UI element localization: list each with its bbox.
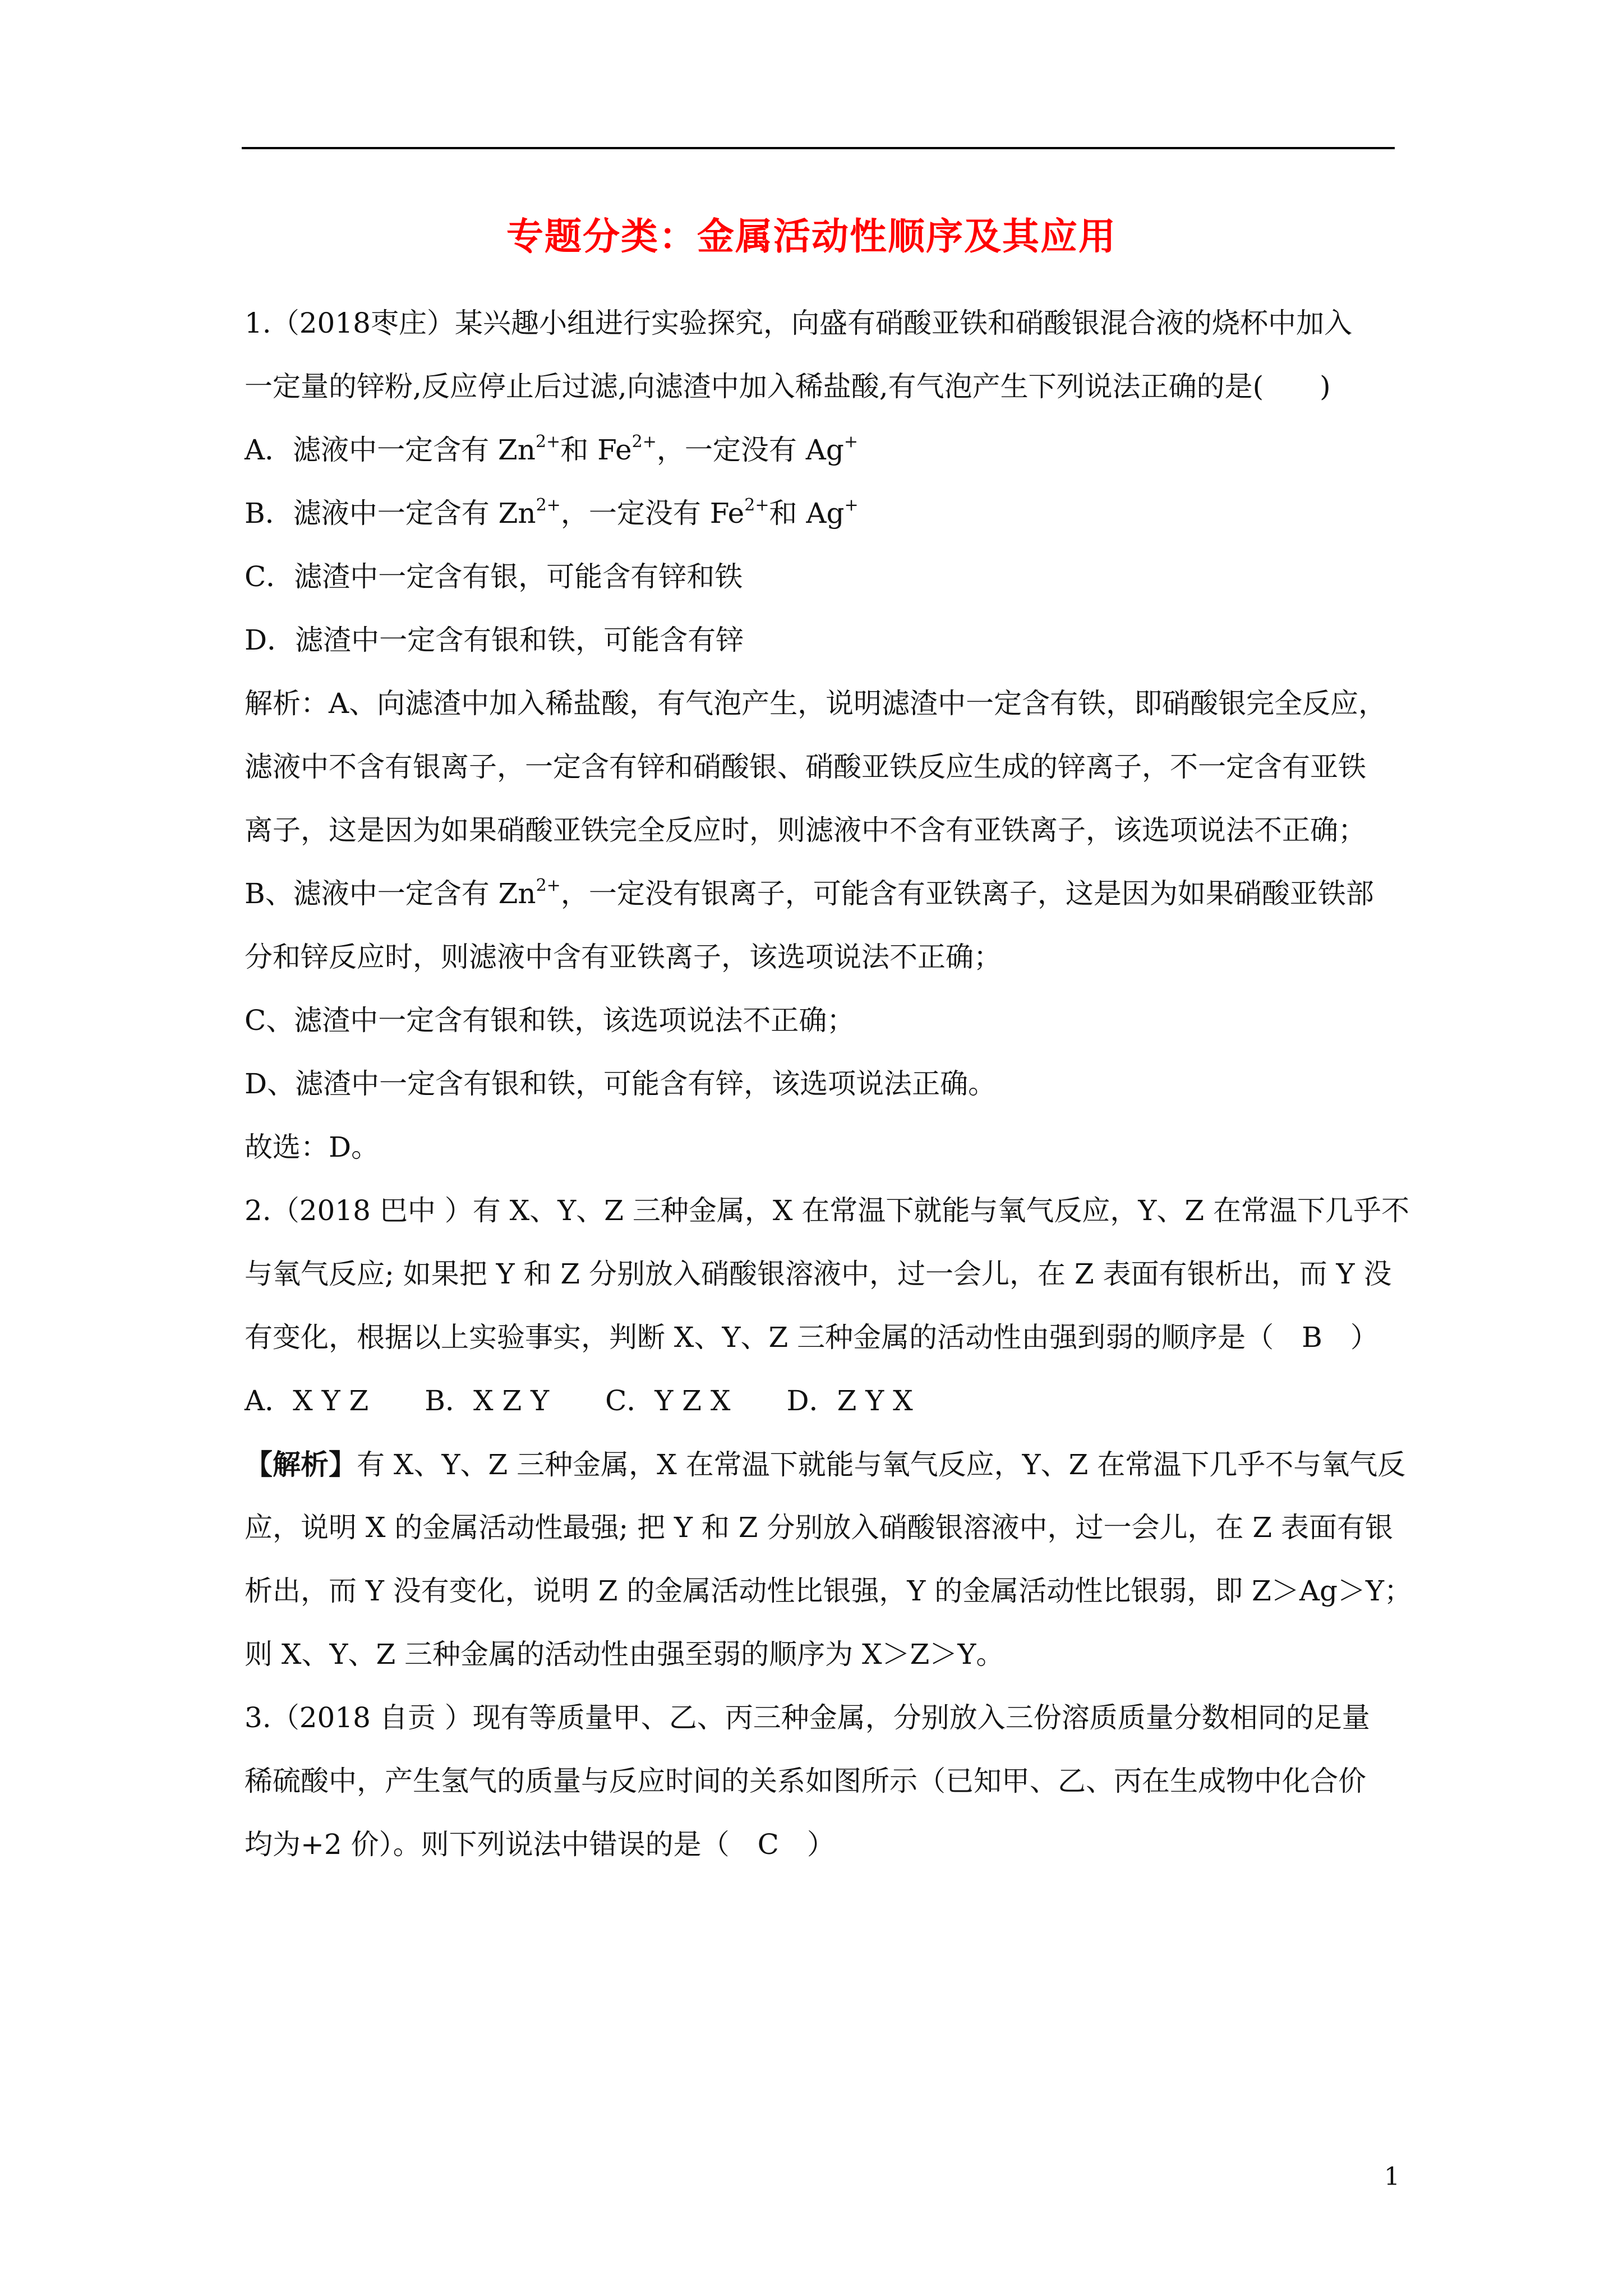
q1-explanation-line-4: B、滤液中一定含有 $Zn^{2+}$，一定没有银离子，可能含有亚铁离子，这是因为如果硝酸亚铁部 [245,876,1374,910]
document-body [245,292,1412,1876]
q1-explanation-line-2: 滤液中不含有银离子，一定含有锌和硝酸银、硝酸亚铁反应生成的锌离子，不一定含有亚铁 [245,751,1366,783]
q3-stem-line-1: 3.（2018 自贡 ）现有等质量甲、乙、丙三种金属，分别放入三份溶质质量分数相同的足量 [245,1701,1370,1734]
q2-explanation-line-4: 则 X、Y、Z 三种金属的活动性由强至弱的顺序为 X＞Z＞Y。 [245,1638,1004,1671]
page-number: 1 [1384,2162,1400,2191]
q2-stem-line-1: 2.（2018 巴中 ）有 X、Y、Z 三种金属，X 在常温下就能与氧气反应，Y、Z 在常温下几乎不 [245,1194,1410,1227]
q2-stem-line-2: 与氧气反应; 如果把 Y 和 Z 分别放入硝酸银溶液中，过一会儿，在 Z 表面有银析出，而 Y 没 [245,1258,1392,1290]
q2-explanation-line-2: 应，说明 X 的金属活动性最强; 把 Y 和 Z 分别放入硝酸银溶液中，过一会儿，在 Z 表面有银 [245,1511,1393,1544]
q3-stem-line-2: 稀硫酸中，产生氢气的质量与反应时间的关系如图所示（已知甲、乙、丙在生成物中化合价 [245,1765,1366,1797]
q3-stem-line-3: 均为+2 价）。则下列说法中错误的是（ C ） [245,1828,835,1861]
q1-option-c: C．滤渣中一定含有银，可能含有锌和铁 [245,560,743,593]
q1-explanation-line-7: D、滤渣中一定含有银和铁，可能含有锌，该选项说法正确。 [245,1068,997,1100]
q1-answer: 故选：D。 [245,1131,380,1163]
q1-explanation-line-6: C、滤渣中一定含有银和铁，该选项说法不正确； [245,1004,855,1037]
q2-explanation-line-1: 【解析】有 X、Y、Z 三种金属，X 在常温下就能与氧气反应，Y、Z 在常温下几乎不与氧气反 [245,1448,1406,1481]
q2-stem-line-3: 有变化，根据以上实验事实，判断 X、Y、Z 三种金属的活动性由强到弱的顺序是（ B ） [245,1321,1378,1354]
header-rule [242,147,1395,149]
q1-option-d: D．滤渣中一定含有银和铁，可能含有锌 [245,624,744,656]
q1-option-b: B．滤液中一定含有 $Zn^{2+}$，一定没有 $Fe^{2+}$和 Ag+ [245,495,859,530]
q2-options: A．X Y Z B．X Z Y C．Y Z X D．Z Y X [245,1384,913,1417]
q1-explanation-line-3: 离子，这是因为如果硝酸亚铁完全反应时，则滤液中不含有亚铁离子，该选项说法不正确； [245,814,1366,846]
q1-explanation-line-1: 解析：A、向滤渣中加入稀盐酸，有气泡产生，说明滤渣中一定含有铁，即硝酸银完全反应， [245,687,1387,720]
q1-explanation-line-5: 分和锌反应时，则滤液中含有亚铁离子，该选项说法不正确； [245,941,1002,973]
q1-option-a: A．滤液中一定含有 $Zn^{2+}$和 $Fe^{2+}$，一定没有 Ag+ [245,432,859,466]
page-title: 专题分类：金属活动性顺序及其应用 [506,215,1117,258]
q2-explanation-line-3: 析出，而 Y 没有变化，说明 Z 的金属活动性比银强，Y 的金属活动性比银弱，即 Z＞Ag＞Y； [245,1575,1412,1607]
explanation-tag: 【解析】 [245,1448,357,1481]
q1-stem-line-1: 1.（2018枣庄）某兴趣小组进行实验探究，向盛有硝酸亚铁和硝酸银混合液的烧杯中加入 [245,307,1352,339]
q1-stem-line-2: 一定量的锌粉,反应停止后过滤,向滤渣中加入稀盐酸,有气泡产生下列说法正确的是( ) [245,370,1331,403]
